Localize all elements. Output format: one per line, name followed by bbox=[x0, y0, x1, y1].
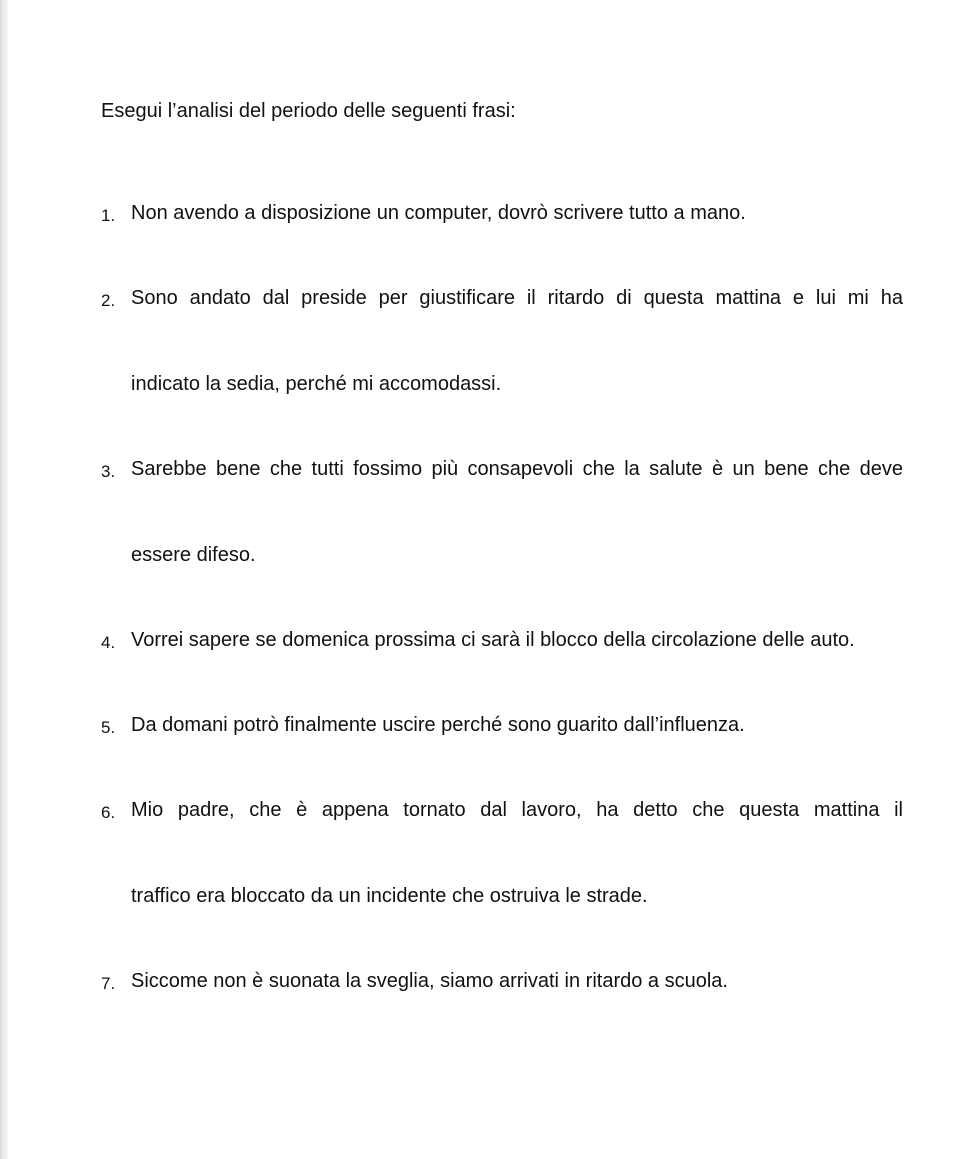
document-heading: Esegui l’analisi del periodo delle seguenti frasi: bbox=[101, 100, 516, 122]
item-text-line: Non avendo a disposizione un computer, dovrò scrivere tutto a mano. bbox=[131, 202, 746, 224]
item-text-line: Mio padre, che è appena tornato dal lavoro, ha detto che questa mattina il bbox=[131, 799, 903, 821]
item-text-line: traffico era bloccato da un incidente che ostruiva le strade. bbox=[131, 885, 648, 907]
item-number: 6. bbox=[101, 803, 116, 822]
item-text-line: Vorrei sapere se domenica prossima ci sarà il blocco della circolazione delle auto. bbox=[131, 629, 855, 651]
item-text-line: essere difeso. bbox=[131, 544, 256, 566]
item-text-line: indicato la sedia, perché mi accomodassi. bbox=[131, 373, 502, 395]
item-number: 7. bbox=[101, 974, 116, 993]
item-number: 1. bbox=[101, 206, 116, 225]
item-text-line: Siccome non è suonata la sveglia, siamo arrivati in ritardo a scuola. bbox=[131, 970, 728, 992]
item-number: 4. bbox=[101, 633, 116, 652]
item-number: 2. bbox=[101, 291, 116, 310]
item-text-line: Da domani potrò finalmente uscire perché sono guarito dall’influenza. bbox=[131, 714, 745, 736]
page-left-edge bbox=[0, 0, 8, 1159]
item-number: 5. bbox=[101, 718, 116, 737]
item-number: 3. bbox=[101, 462, 116, 481]
item-text-line: Sarebbe bene che tutti fossimo più consapevoli che la salute è un bene che deve bbox=[131, 458, 903, 480]
item-text-line: Sono andato dal preside per giustificare il ritardo di questa mattina e lui mi ha bbox=[131, 287, 903, 309]
